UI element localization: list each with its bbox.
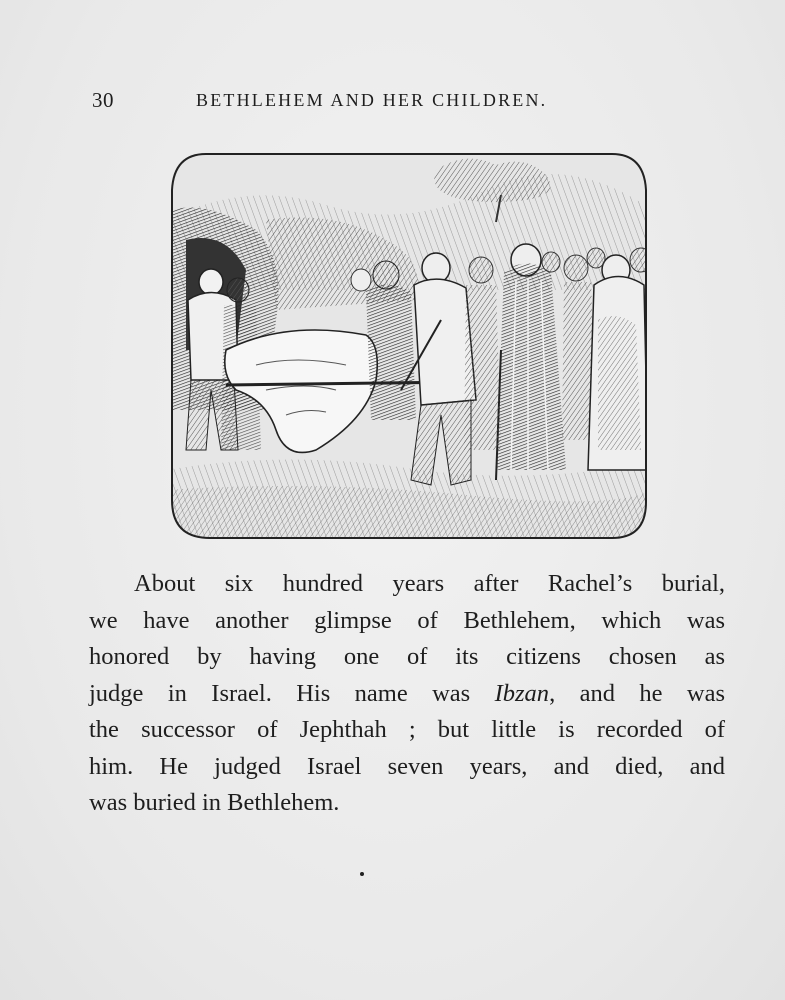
page-speck bbox=[360, 872, 364, 876]
text-line: him. He judged Israel seven years, and died, and bbox=[89, 752, 725, 780]
page-number: 30 bbox=[92, 88, 114, 112]
text-segment: judge in Israel. His name was bbox=[89, 679, 495, 707]
text-line: honored by having one of its citizens chosen as bbox=[89, 643, 725, 670]
italic-name: Ibzan bbox=[494, 679, 550, 707]
text-line: we have another glimpse of Bethlehem, which was bbox=[89, 606, 725, 634]
text-line: the successor of Jephthah ; but little is recorded of bbox=[89, 716, 725, 743]
text-line bbox=[89, 676, 725, 713]
body-paragraph bbox=[89, 566, 725, 822]
text-line: About six hundred years after Rachel’s burial, bbox=[134, 570, 725, 597]
text-line: was buried in Bethlehem. bbox=[89, 789, 340, 816]
engraving-illustration bbox=[166, 150, 652, 542]
running-title: BETHLEHEM AND HER CHILDREN. bbox=[196, 90, 548, 110]
text-segment: , and he was bbox=[549, 679, 725, 707]
